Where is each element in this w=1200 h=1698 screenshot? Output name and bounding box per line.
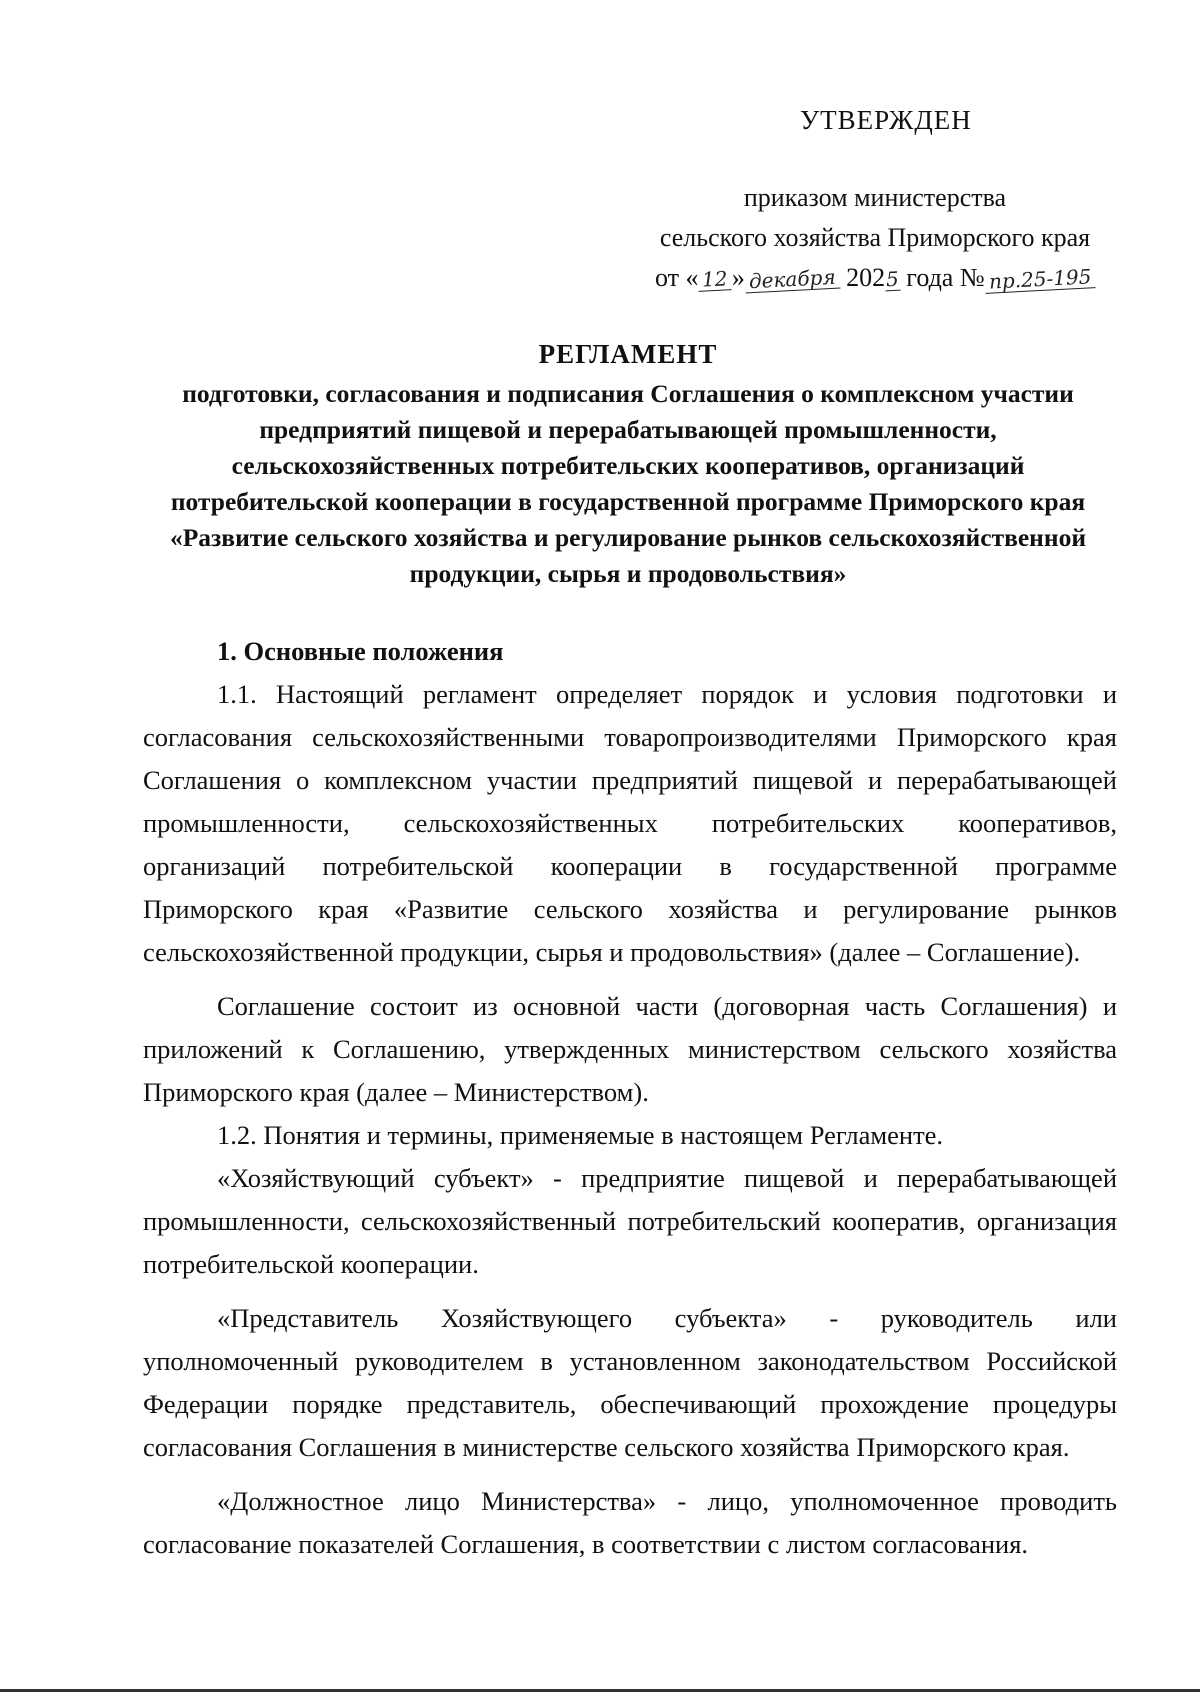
year-prefix: 202 xyxy=(846,263,886,292)
paragraph-term-economic-entity: «Хозяйствующий субъект» - предприятие пищевой и перерабатывающей промышленности, сельскохозяйственный потребительский кооператив, организация потребительской кооперации. xyxy=(143,1163,1117,1279)
document-body xyxy=(143,630,1117,1577)
date-prefix: от « xyxy=(654,263,699,292)
date-mid: » xyxy=(731,263,745,292)
handwritten-month: декабря xyxy=(744,266,840,294)
paragraph-term-representative: «Представитель Хозяйствующего субъекта» - руководитель или уполномоченный руководителем в установленном законодательством Российской Федерации порядке представитель, обеспечивающий прохождение процедуры согласования Соглашения в министерстве сельского хозяйства Приморского края. xyxy=(143,1303,1117,1462)
document-subtitle: подготовки, согласования и подписания Соглашения о комплексном участии предприятий пищевой и перерабатывающей промышленности, сельскохозяйственных потребительских кооперативов, организаций потребительской кооперации в государственной программе Приморского края «Развитие сельского хозяйства и регулирование рынков сельскохозяйственной продукции, сырья и продовольствия» xyxy=(169,379,1087,588)
section-1-heading: 1. Основные положения xyxy=(217,636,504,666)
approval-line-2: сельского хозяйства Приморского края xyxy=(659,223,1091,252)
approval-stamp-block xyxy=(630,100,1120,298)
approval-date-line xyxy=(630,258,1120,298)
paragraph-term-official: «Должностное лицо Министерства» - лицо, уполномоченное проводить согласование показателей Соглашения, в соответствии с листом согласования. xyxy=(143,1486,1117,1559)
document-title: РЕГЛАМЕНТ xyxy=(538,339,718,369)
approved-label: УТВЕРЖДЕН xyxy=(800,105,972,135)
approval-line-1: приказом министерства xyxy=(743,183,1007,212)
handwritten-year-digit: 5 xyxy=(885,266,900,292)
year-suffix: года № xyxy=(899,263,985,292)
document-title-block xyxy=(140,336,1116,592)
paragraph-agreement-structure: Соглашение состоит из основной части (договорная часть Соглашения) и приложений к Соглашению, утвержденных министерством сельского хозяйства Приморского края (далее – Министерством). xyxy=(143,991,1117,1107)
handwritten-day: 12 xyxy=(698,267,733,292)
scan-bottom-edge xyxy=(0,1689,1200,1692)
paragraph-1-1: 1.1. Настоящий регламент определяет порядок и условия подготовки и согласования сельскохозяйственными товаропроизводителями Приморского края Соглашения о комплексном участии предприятий пищевой и перерабатывающей промышленности, сельскохозяйственных потребительских кооперативов, организаций потребительской кооперации в государственной программе Приморского края «Развитие сельского хозяйства и регулирование рынков сельскохозяйственной продукции, сырья и продовольствия» (далее – Соглашение). xyxy=(143,679,1117,967)
handwritten-order-number: пр.25-195 xyxy=(984,265,1095,294)
paragraph-1-2: 1.2. Понятия и термины, применяемые в настоящем Регламенте. xyxy=(217,1120,944,1150)
